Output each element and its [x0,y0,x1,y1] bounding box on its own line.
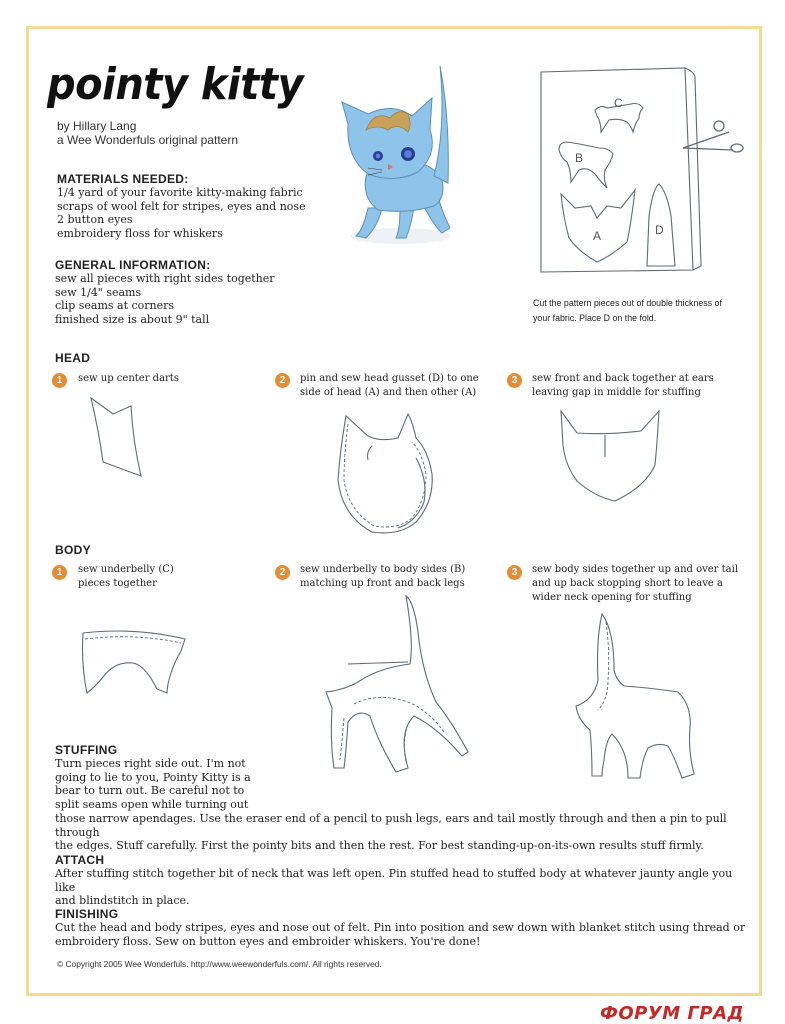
attach-line: After stuffing stitch together bit of neck that was left open. Pin stuffed head to stuffed body at whatever jaunty angle you like [55,867,733,894]
pattern-label-c: C [614,96,623,110]
head-step-1-badge: 1 [52,373,67,388]
general-info-item: clip seams at corners [55,299,175,313]
head-step-3-badge: 3 [507,373,522,388]
body-step-3-badge: 3 [507,565,522,580]
general-info-item: finished size is about 9" tall [55,313,210,327]
body-step-1-badge: 1 [52,565,67,580]
attach-heading: ATTACH [55,853,105,867]
byline [57,119,238,147]
attach-line: and blindstitch in place. [55,894,190,908]
materials-item: 1/4 yard of your favorite kitty-making fabric [57,186,303,199]
body-step-2-diagram [318,592,478,782]
finishing-line: embroidery floss. Sew on button eyes and embroider whiskers. You're done! [55,934,481,948]
kitty-illustration [338,58,468,248]
finishing-heading: FINISHING [55,907,119,921]
general-info-section [55,258,355,327]
body-step-1-text: sew underbelly (C) pieces together [78,564,174,589]
pattern-layout-diagram [535,66,750,276]
stuffing-line: Turn pieces right side out. I'm not [55,757,246,770]
materials-item: 2 button eyes [57,213,133,227]
attach-text [55,867,755,908]
materials-item: scraps of wool felt for stripes, eyes and nose [57,199,306,213]
watermark-logo: ФОРУМ ГРАД [600,1003,745,1024]
general-info-item: sew 1/4" seams [55,285,142,299]
finishing-text [55,921,755,948]
pattern-label-a: A [593,229,602,243]
stuffing-line: the edges. Stuff carefully. First the pointy bits and then the rest. For best standing-up-on-its-own results stuff firmly. [55,839,704,853]
stuffing-heading: STUFFING [55,743,118,757]
scissors-icon [683,121,743,152]
stuffing-text [55,757,755,853]
pattern-piece-b [559,142,613,188]
page-title: pointy kitty [47,60,304,110]
body-step-2-text: sew underbelly to body sides (B) matching up front and back legs [300,564,466,589]
head-step-3-diagram [555,405,665,505]
stuffing-line: bear to turn out. Be careful not to [55,784,245,798]
finishing-line: Cut the head and body stripes, eyes and nose out of felt. Pin into position and sew down with blanket stitch using thread or [55,921,746,934]
head-step-2-diagram [328,410,448,540]
pattern-label-d: D [655,223,664,237]
head-step-3-text: sew front and back together at ears leaving gap in middle for stuffing [532,373,714,398]
copyright-notice: © Copyright 2005 Wee Wonderfuls. http://www.weewonderfuls.com/. All rights reserved. [57,959,382,969]
head-step-2-badge: 2 [275,373,290,388]
pattern-label-b: B [575,151,584,165]
head-step-1-diagram [85,392,155,482]
stuffing-line: split seams open while turning out [55,798,249,812]
author-line: by Hillary Lang [57,119,137,133]
pattern-caption: Cut the pattern pieces out of double thickness of your fabric. Place D on the fold. [533,298,722,324]
body-step-1-diagram [75,625,195,700]
pattern-piece-a [561,190,635,262]
materials-section [57,172,357,241]
head-step-1-text: sew up center darts [78,373,179,384]
source-line: a Wee Wonderfuls original pattern [57,133,238,147]
stuffing-line: those narrow apendages. Use the eraser end of a pencil to push legs, ears and tail mostly through and then a pin to pull through [55,811,727,839]
head-heading: HEAD [55,351,91,365]
head-step-2-text: pin and sew head gusset (D) to one side of head (A) and then other (A) [300,373,479,398]
body-step-3-text: sew body sides together up and over tail and up back stopping short to leave a wider neck opening for stuffing [532,564,739,603]
general-info-heading: GENERAL INFORMATION: [55,258,211,272]
materials-item: embroidery floss for whiskers [57,227,223,241]
body-step-2-badge: 2 [275,565,290,580]
stuffing-line: going to lie to you, Pointy Kitty is a [55,770,251,784]
general-info-item: sew all pieces with right sides together [55,272,275,285]
body-heading: BODY [55,543,91,557]
materials-heading: MATERIALS NEEDED: [57,172,189,186]
